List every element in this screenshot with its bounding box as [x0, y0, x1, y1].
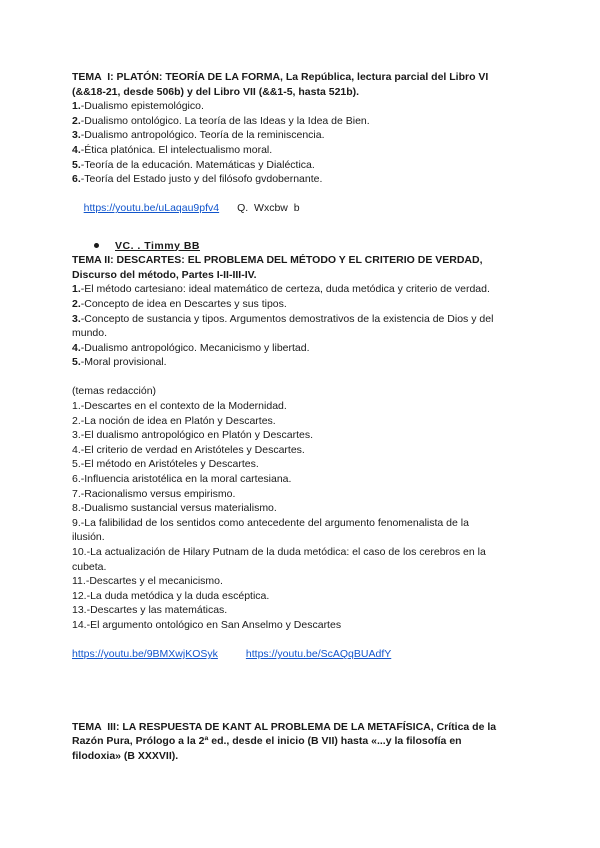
tema2-heading-line2: Discurso del método, Partes I-II-III-IV. [72, 268, 257, 281]
list-item: 1.-Dualismo epistemológico. [72, 100, 204, 113]
redaccion-item: 4.-El criterio de verdad en Aristóteles y Descartes. [72, 443, 305, 456]
tema2-video-link-2[interactable]: https://youtu.be/ScAQqBUAdfY [245, 648, 392, 661]
redaccion-item: 10.-La actualización de Hilary Putnam de la duda metódica: el caso de los cerebros en la [72, 546, 486, 558]
redaccion-title: (temas redacción) [72, 385, 157, 398]
redaccion-item: 8.-Dualismo sustancial versus materialismo. [72, 502, 277, 515]
tema1-video-link[interactable]: https://youtu.be/uLaqau9pfv4 [83, 202, 220, 215]
tema3-heading-line1: TEMA III: LA RESPUESTA DE KANT AL PROBLEMA DE LA METAFÍSICA, Crítica de la [72, 720, 497, 733]
bullet-item [94, 239, 532, 254]
bullet-text: VC. . Timmy BB [115, 239, 200, 252]
bullet-dot-icon [94, 243, 99, 248]
list-item: mundo. [72, 327, 108, 340]
redaccion-item: ilusión. [72, 531, 105, 544]
tema1-heading-line2: (&&18-21, desde 506b) y del Libro VII (&&1-5, hasta 521b). [72, 85, 360, 98]
redaccion-item: 3.-El dualismo antropológico en Platón y Descartes. [72, 429, 314, 442]
list-item: 2.-Concepto de idea en Descartes y sus tipos. [72, 297, 287, 310]
document-page [72, 70, 532, 764]
list-item: 3.-Concepto de sustancia y tipos. Argumentos demostrativos de la existencia de Dios y del [72, 312, 494, 325]
redaccion-item: 13.-Descartes y las matemáticas. [72, 604, 228, 617]
tema1-link-note: Q. Wxcbw b [237, 202, 300, 215]
tema1-heading-line1: TEMA I: PLATÓN: TEORÍA DE LA FORMA, La República, lectura parcial del Libro VI [72, 71, 489, 83]
tema3-heading-line3: filodoxia» (B XXXVII). [72, 749, 179, 762]
list-item: 4.-Dualismo antropológico. Mecanicismo y libertad. [72, 341, 310, 354]
redaccion-item: 14.-El argumento ontológico en San Anselmo y Descartes [72, 618, 342, 631]
tema3-heading-line2: Razón Pura, Prólogo a la 2ª ed., desde el inicio (B VII) hasta «...y la filosofía en [72, 735, 462, 748]
redaccion-item: 12.-La duda metódica y la duda escéptica. [72, 589, 270, 602]
tema2-video-link-1[interactable]: https://youtu.be/9BMXwjKOSyk [72, 648, 218, 661]
redaccion-item: 11.-Descartes y el mecanicismo. [72, 575, 223, 588]
list-item: 6.-Teoría del Estado justo y del filósofo gvdobernante. [72, 173, 323, 186]
redaccion-item: 7.-Racionalismo versus empirismo. [72, 487, 236, 500]
list-item: 1.-El método cartesiano: ideal matemático de certeza, duda metódica y criterio de verdad. [72, 283, 490, 296]
tema2-heading-line1: TEMA II: DESCARTES: EL PROBLEMA DEL MÉTODO Y EL CRITERIO DE VERDAD, [72, 254, 483, 267]
redaccion-item: 1.-Descartes en el contexto de la Modernidad. [72, 400, 287, 413]
redaccion-item: cubeta. [72, 560, 107, 573]
list-item: 3.-Dualismo antropológico. Teoría de la reminiscencia. [72, 129, 325, 142]
tema1-link-row [72, 187, 532, 231]
list-item: 4.-Ética platónica. El intelectualismo moral. [72, 143, 273, 156]
tema2-links-row [72, 647, 532, 662]
list-item: 5.-Moral provisional. [72, 356, 167, 369]
list-item: 2.-Dualismo ontológico. La teoría de las Ideas y la Idea de Bien. [72, 114, 370, 127]
redaccion-item: 6.-Influencia aristotélica en la moral cartesiana. [72, 473, 292, 486]
redaccion-item: 9.-La falibilidad de los sentidos como antecedente del argumento fenomenalista de la [72, 516, 469, 529]
redaccion-item: 2.-La noción de idea en Platón y Descartes. [72, 414, 276, 427]
list-item: 5.-Teoría de la educación. Matemáticas y Dialéctica. [72, 158, 315, 171]
redaccion-item: 5.-El método en Aristóteles y Descartes. [72, 458, 259, 471]
